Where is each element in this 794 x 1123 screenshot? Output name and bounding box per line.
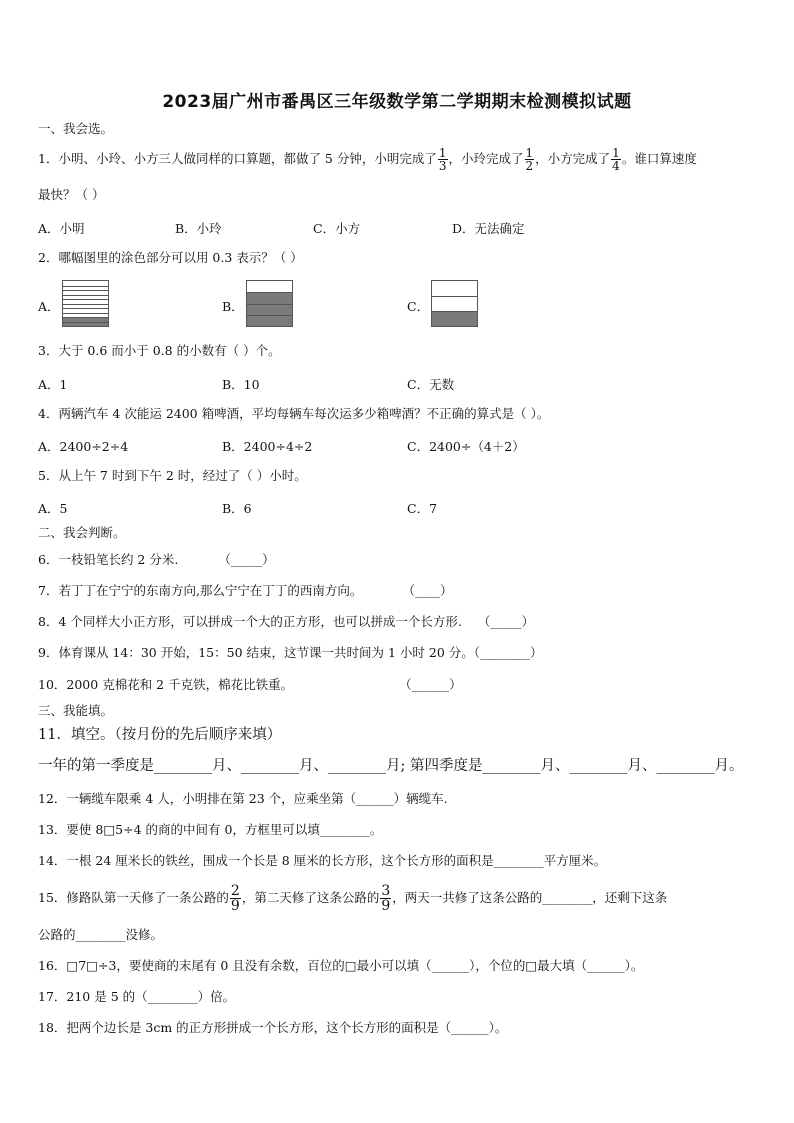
question-16: 16．□7□÷3，要使商的末尾有 0 且没有余数，百位的□最小可以填（______），个位的□最大填（______）。	[38, 958, 644, 973]
divider-line	[432, 311, 477, 312]
answer-blank[interactable]: （____）	[402, 583, 453, 598]
option-b[interactable]: B．6	[222, 501, 252, 516]
section-heading-2: 二、我会判断。	[38, 525, 126, 540]
question-11-fill-line[interactable]: 一年的第一季度是________月、________月、________月; 第四季度是________月、________月、________月。	[38, 758, 744, 774]
option-c[interactable]: C．	[407, 299, 430, 314]
question-5: 5．从上午 7 时到下午 2 时，经过了（ ）小时。	[38, 468, 307, 483]
question-18: 18．把两个边长是 3cm 的正方形拼成一个长方形，这个长方形的面积是（______）。	[38, 1020, 508, 1035]
divider-line	[63, 322, 108, 323]
fraction: $\frac{1}{4}$	[612, 146, 620, 173]
question-15: 15．修路队第一天修了一条公路的 $\frac{2}{9}$ ，第二天修了这条公路的 $\frac{3}{9}$ ，两天一共修了这条公路的________，还剩下这条	[38, 883, 668, 914]
question-11: 11．填空。（按月份的先后顺序来填）	[38, 727, 282, 743]
shaded-part	[247, 292, 292, 326]
page-title: 2023届广州市番禺区三年级数学第二学期期末检测模拟试题	[162, 92, 632, 112]
fraction: $\frac{1}{3}$	[438, 146, 447, 173]
fraction: $\frac{3}{9}$	[381, 883, 391, 914]
answer-blank[interactable]: （_____）	[218, 552, 275, 567]
option-b[interactable]: B．小玲	[175, 221, 222, 236]
question-number: 1．	[38, 151, 59, 166]
question-9: 9．体育课从 14：30 开始，15：50 结束，这节课一共时间为 1 小时 20 分。（________）	[38, 645, 543, 660]
option-a[interactable]: A．小明	[38, 221, 85, 236]
question-text: ，小方完成了	[535, 151, 611, 166]
option-c[interactable]: C．无数	[407, 377, 455, 392]
figure-a-tenths	[62, 280, 109, 327]
question-10: 10．2000 克棉花和 2 千克铁，棉花比铁重。 （______）	[38, 677, 462, 692]
divider-line	[63, 295, 108, 296]
question-13: 13．要使 8□5÷4 的商的中间有 0，方框里可以填________。	[38, 822, 383, 837]
option-c[interactable]: C．小方	[313, 221, 361, 236]
question-12: 12．一辆缆车限乘 4 人，小明排在第 23 个，应乘坐第（______）辆缆车.	[38, 791, 448, 806]
question-2: 2．哪幅图里的涂色部分可以用 0.3 表示？（ ）	[38, 250, 303, 265]
figure-b-quarters	[246, 280, 293, 327]
answer-blank[interactable]: （_____）	[477, 614, 535, 629]
answer-blank[interactable]: （______）	[399, 677, 462, 692]
fraction: $\frac{2}{9}$	[230, 883, 240, 914]
question-17: 17．210 是 5 的（________）倍。	[38, 989, 236, 1004]
divider-line	[247, 304, 292, 305]
section-heading-3: 三、我能填。	[38, 703, 114, 718]
divider-line	[63, 308, 108, 309]
option-c[interactable]: C．7	[407, 501, 438, 516]
option-c[interactable]: C．2400÷（4＋2）	[407, 439, 525, 454]
question-6: 6．一枝铅笔长约 2 分米. （_____）	[38, 552, 275, 567]
question-text: 。谁口算速度	[621, 151, 697, 166]
question-7: 7．若丁丁在宁宁的东南方向,那么宁宁在丁丁的西南方向。 （____）	[38, 583, 453, 598]
option-b[interactable]: B．10	[222, 377, 260, 392]
shaded-part	[432, 311, 477, 326]
question-text: ，小玲完成了	[448, 151, 524, 166]
fraction: $\frac{1}{2}$	[525, 146, 534, 173]
divider-line	[63, 290, 108, 291]
divider-line	[247, 315, 292, 316]
option-b[interactable]: B．	[222, 299, 244, 314]
question-1-cont: 最快？（ ）	[38, 187, 105, 202]
divider-line	[63, 299, 108, 300]
option-a[interactable]: A．1	[38, 377, 68, 392]
section-heading-1: 一、我会选。	[38, 121, 114, 136]
question-14: 14．一根 24 厘米长的铁丝，围成一个长是 8 厘米的长方形，这个长方形的面积是________平方厘米。	[38, 853, 607, 868]
question-3: 3．大于 0.6 而小于 0.8 的小数有（ ）个。	[38, 343, 281, 358]
divider-line	[432, 296, 477, 297]
figure-c-thirds	[431, 280, 478, 327]
option-a[interactable]: A．	[38, 299, 60, 314]
question-8: 8．4 个同样大小正方形，可以拼成一个大的正方形，也可以拼成一个长方形. （_____）	[38, 614, 535, 629]
question-text: 小明、小玲、小方三人做同样的口算题，都做了 5 分钟，小明完成了	[58, 151, 437, 166]
divider-line	[247, 292, 292, 293]
question-1	[38, 147, 697, 172]
question-4: 4．两辆汽车 4 次能运 2400 箱啤酒，平均每辆车每次运多少箱啤酒？不正确的算式是（ ）。	[38, 406, 550, 421]
divider-line	[63, 304, 108, 305]
option-a[interactable]: A．5	[38, 501, 68, 516]
divider-line	[63, 313, 108, 314]
option-b[interactable]: B．2400÷4÷2	[222, 439, 313, 454]
divider-line	[63, 317, 108, 318]
option-d[interactable]: D．无法确定	[452, 221, 525, 236]
divider-line	[63, 286, 108, 287]
option-a[interactable]: A．2400÷2÷4	[38, 439, 129, 454]
question-15-cont: 公路的________没修。	[38, 927, 164, 942]
